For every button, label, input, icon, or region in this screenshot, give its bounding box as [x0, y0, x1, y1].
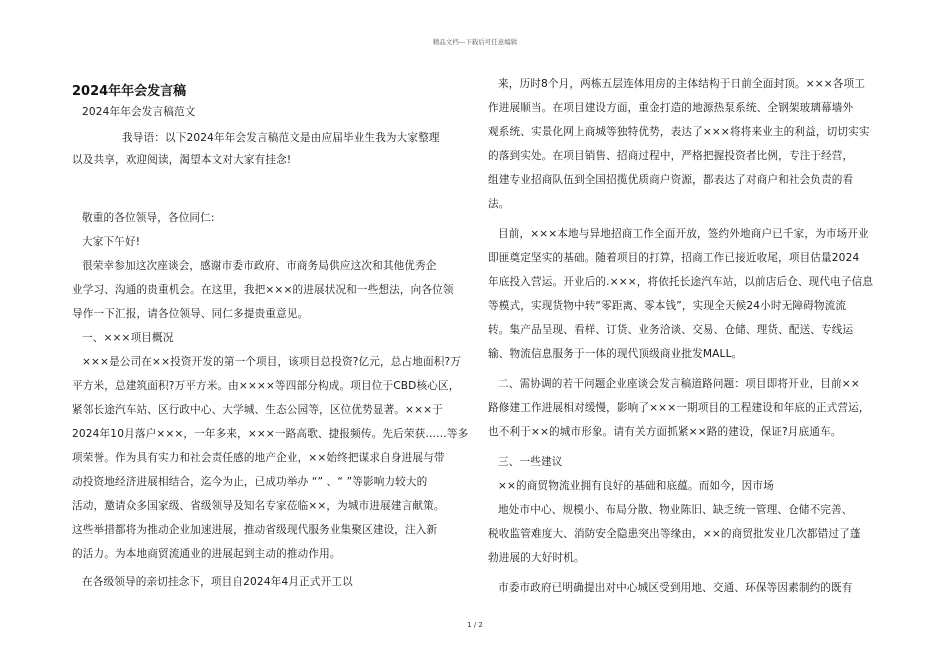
- text-line: 大家下午好!: [82, 236, 141, 248]
- text-line: 导作一下汇报，请各位领导、同仁多提贵重意见。: [72, 308, 309, 320]
- text-line: 作进展顺当。在项目建设方面，重金打造的地源热泵系统、全钢架玻璃幕墙外: [488, 102, 854, 114]
- text-line: 税收监管难度大、消防安全隐患突出等缘由，××的商贸批发业几次都错过了蓬: [488, 528, 861, 540]
- text-line: 三、一些建议: [498, 456, 563, 468]
- text-line: 平方米，总建筑面积?万平方米。由××××等四部分构成。项目位于CBD核心区，: [72, 380, 460, 392]
- document-title: 2024年年会发言稿: [72, 84, 187, 99]
- text-line: 来，历时8个月，两栋五层连体用房的主体结构于日前全面封顶。×××各项工: [498, 78, 866, 90]
- text-line: 动投资地经济进展相结合，迄今为止，已成功举办 “” 、“ ”等影响力较大的: [72, 476, 428, 488]
- text-line: 以及共享，欢迎阅读，渴望本文对大家有挂念!: [72, 154, 292, 166]
- text-line: 的落到实处。在项目销售、招商过程中，严格把握投资者比例，专注于经营，: [488, 150, 854, 162]
- text-line: 目前，×××本地与异地招商工作全面开放，签约外地商户已千家，为市场开业: [498, 228, 869, 240]
- text-line: 的活力。为本地商贸流通业的进展起到主动的推动作用。: [72, 548, 341, 560]
- text-line: 组建专业招商队伍到全国招揽优质商户资源，都表达了对商户和社会负责的看: [488, 174, 854, 186]
- text-line: 一、×××项目概况: [82, 332, 174, 344]
- text-line: 这些举措都将为推动企业加速进展，推动省级现代服务业集聚区建设，注入新: [72, 524, 438, 536]
- text-line: 二、需协调的若干问题企业座谈会发言稿道路问题：项目即将开业，目前××: [498, 378, 860, 390]
- text-line: ××的商贸物流业拥有良好的基础和底蕴。而如今，因市场: [498, 480, 774, 492]
- text-line: 观系统、实景化网上商城等独特优势，表达了×××将将来业主的利益，切切实实: [488, 126, 870, 138]
- text-line: 2024年年会发言稿范文: [82, 106, 196, 118]
- text-line: 活动，邀请众多国家级、省级领导及知名专家莅临××，为城市进展建言献策。: [72, 500, 445, 512]
- text-line: 勃进展的大好时机。: [488, 552, 585, 564]
- text-line: 业学习、沟通的贵重机会。在这里，我把×××的进展状况和一些想法，向各位领: [72, 284, 454, 296]
- page-header: 精品文档---下载后可任意编辑: [432, 38, 518, 46]
- text-line: 输、物流信息服务于一体的现代顶级商业批发MALL。: [488, 348, 743, 360]
- text-line: 地处市中心、规模小、布局分散、物业陈旧、缺乏统一管理、仓储不完善、: [498, 504, 853, 516]
- text-line: 我导语：以下2024年年会发言稿范文是由应届毕业生我为大家整理: [122, 132, 440, 144]
- text-line: 年底投入营运。开业后的.×××，将依托长途汽车站，以前店后仓、现代电子信息: [488, 276, 874, 288]
- text-line: 法。: [488, 198, 510, 210]
- text-line: 2024年10月落户×××，一年多来，×××一路高歌、捷报频传。先后荣获……等多: [72, 428, 469, 440]
- page-number: 1 / 2: [467, 621, 483, 629]
- text-line: 也不利于××的城市形象。请有关方面抓紧××路的建设，保证?月底通车。: [488, 426, 842, 438]
- text-line: 路修建工作进展相对缓慢，影响了×××一期项目的工程建设和年底的正式营运，: [488, 402, 870, 414]
- text-line: 紧邻长途汽车站、区行政中心、大学城、生态公园等，区位优势显著。×××于: [72, 404, 443, 416]
- text-line: 敬重的各位领导，各位同仁:: [82, 212, 215, 224]
- text-line: 在各级领导的亲切挂念下，项目自2024年4月正式开工以: [82, 576, 353, 588]
- text-line: 市委市政府已明确提出对中心城区受到用地、交通、环保等因素制约的既有: [498, 582, 853, 594]
- text-line: 转。集产品呈现、看样、订货、业务洽谈、交易、仓储、理货、配送、专线运: [488, 324, 854, 336]
- text-line: ×××是公司在××投资开发的第一个项目，该项目总投资?亿元，总占地面积?万: [82, 356, 461, 368]
- text-line: 即匪奠定坚实的基础。随着项目的打算，招商工作已接近收尾，项目估量2024: [488, 252, 860, 264]
- text-line: 项荣誉。作为具有实力和社会责任感的地产企业，××始终把谋求自身进展与带: [72, 452, 445, 464]
- text-line: 很荣幸参加这次座谈会，感谢市委市政府、市商务局供应这次和其他优秀企: [82, 260, 437, 272]
- text-line: 等模式，实现货物中转“零距离、零本钱”，实现全天候24小时无障碍物流流: [488, 300, 847, 312]
